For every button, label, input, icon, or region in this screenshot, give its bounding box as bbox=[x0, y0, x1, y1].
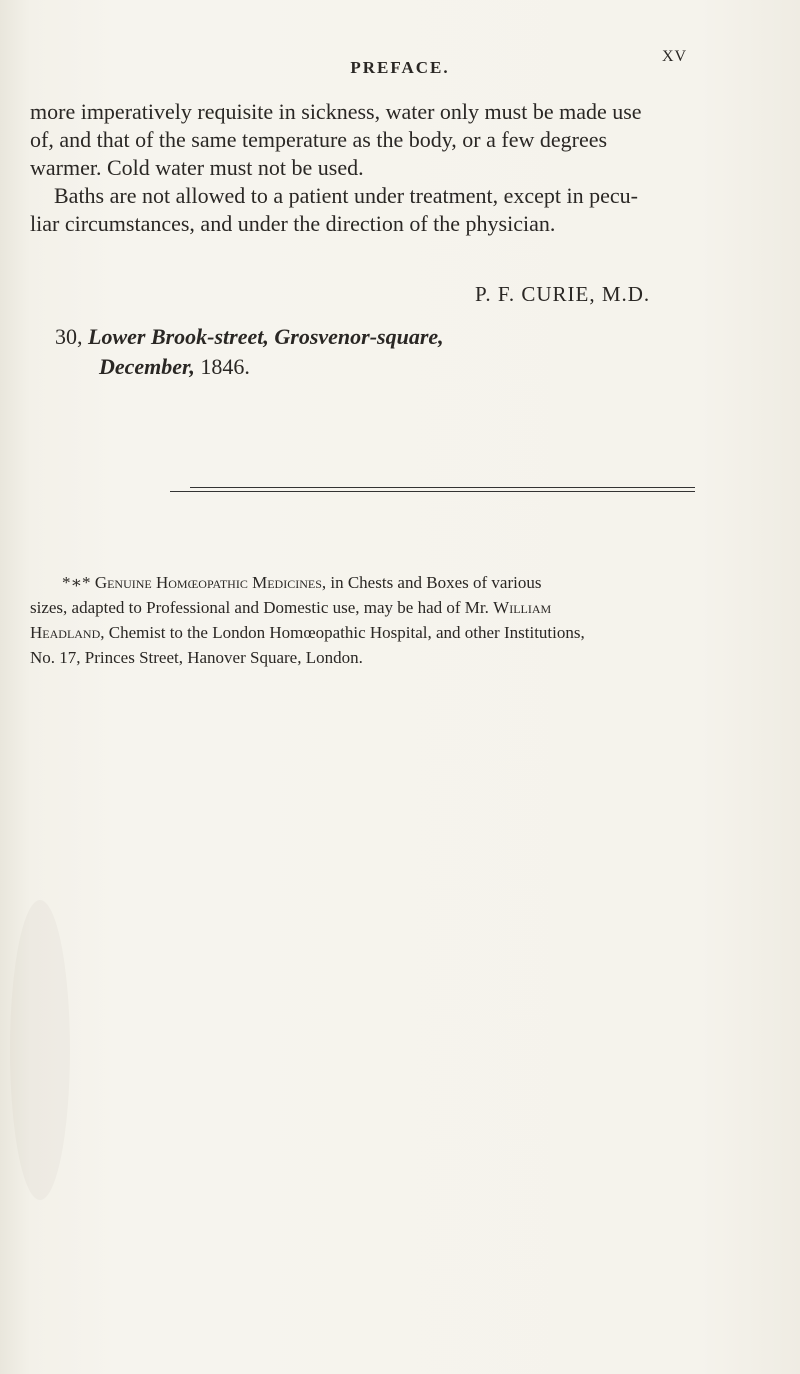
address-number: 30, bbox=[55, 324, 83, 349]
date-month: December, bbox=[99, 354, 195, 379]
paper-stain bbox=[10, 900, 70, 1200]
address-block bbox=[55, 322, 444, 382]
asterism: *∗* bbox=[62, 573, 91, 592]
date-year: 1846. bbox=[200, 354, 250, 379]
notice-lead: Genuine Homœopathic Medicines, bbox=[94, 573, 327, 592]
divider-rule bbox=[170, 491, 695, 492]
page-number: XV bbox=[662, 48, 688, 65]
notice-text: sizes, adapted to Professional and Domestic use, may be had of Mr. bbox=[30, 598, 489, 617]
running-header: PREFACE. bbox=[350, 58, 450, 77]
notice-name-first: William bbox=[493, 598, 552, 617]
preface-paragraph bbox=[30, 98, 685, 238]
notice-text: in Chests and Boxes of various bbox=[330, 573, 542, 592]
address-street: Lower Brook-street, Grosvenor-square, bbox=[88, 324, 444, 349]
paragraph-line: of, and that of the same temperature as the body, or a few degrees bbox=[30, 127, 608, 152]
notice-text: No. 17, Princes Street, Hanover Square, London. bbox=[30, 648, 363, 667]
notice-text: Chemist to the London Homœopathic Hospital, and other Institutions, bbox=[108, 623, 585, 642]
paragraph-line: Baths are not allowed to a patient under treatment, except in pecu- bbox=[54, 183, 638, 208]
divider-rule bbox=[190, 487, 695, 488]
paragraph-line: more imperatively requisite in sickness, water only must be made use bbox=[30, 99, 642, 124]
paragraph-line: liar circumstances, and under the direction of the physician. bbox=[30, 211, 556, 236]
notice-name-last: Headland, bbox=[30, 623, 105, 642]
advertisement-notice bbox=[30, 570, 690, 670]
paragraph-line: warmer. Cold water must not be used. bbox=[30, 155, 364, 180]
author-signature: P. F. CURIE, M.D. bbox=[475, 282, 651, 306]
